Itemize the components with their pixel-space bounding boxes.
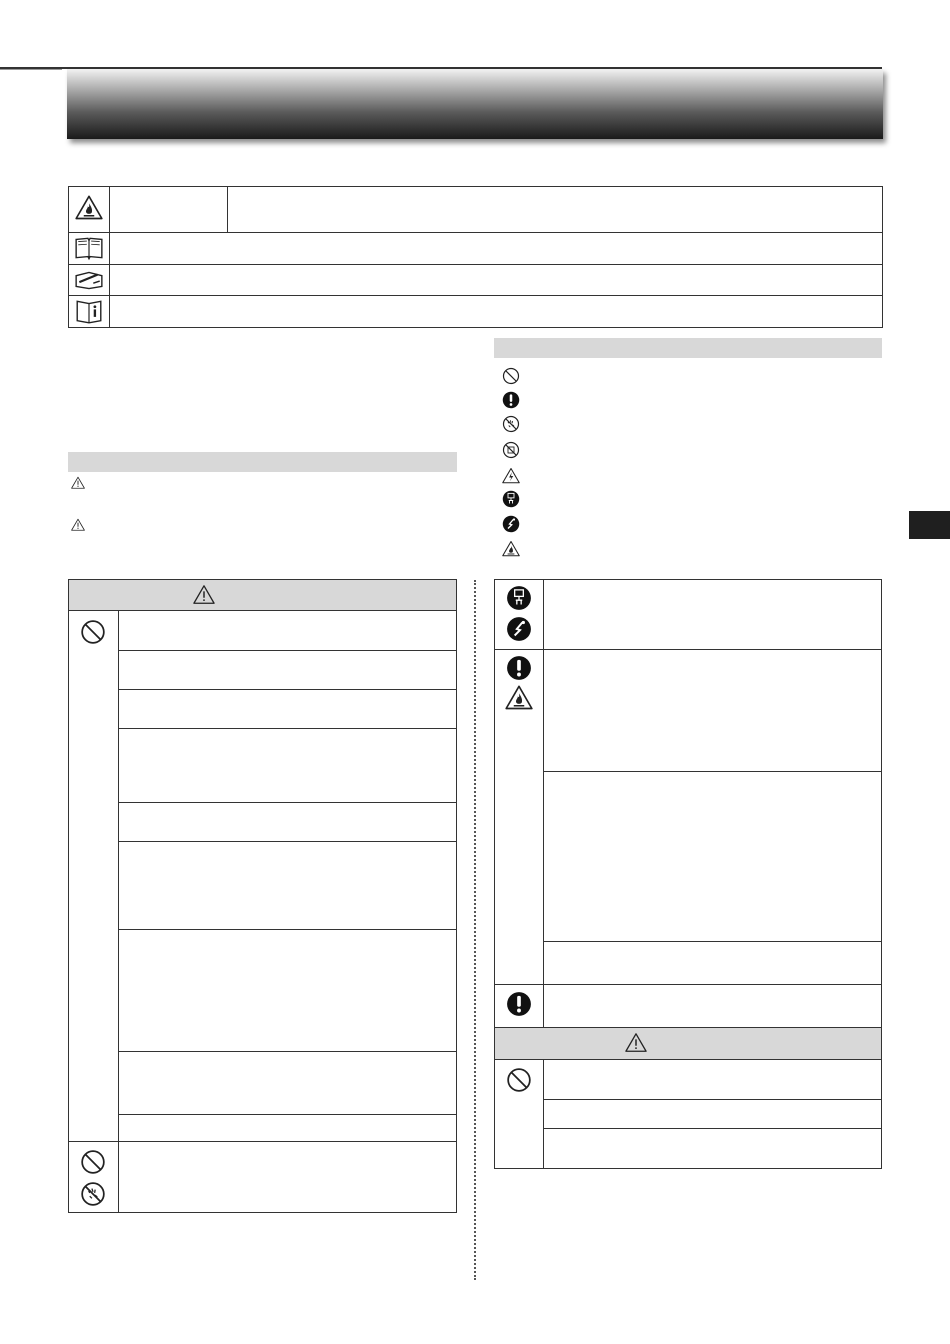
no-water-splash-icon: [502, 441, 520, 459]
mandatory-icon: [502, 391, 520, 409]
section-header-bar: [67, 69, 883, 139]
right-warning-box: [494, 579, 882, 1169]
flammable-warning-icon: [75, 194, 103, 222]
mandatory-icon: [506, 991, 532, 1017]
column-divider: [474, 580, 476, 1280]
caution-box-header: [495, 1028, 881, 1059]
top-rule-thin: [0, 69, 62, 70]
warning-box-header: [69, 580, 456, 610]
information-manual-icon: [74, 298, 104, 324]
side-tab: [909, 511, 950, 539]
caution-triangle-icon: [70, 518, 86, 532]
ground-icon: [506, 616, 532, 642]
operation-manual-icon: [74, 235, 104, 261]
notation-title-bar: [68, 452, 457, 472]
warning-box: [68, 579, 457, 1213]
no-wet-hands-icon: [502, 415, 520, 433]
unplug-icon: [506, 585, 532, 611]
unplug-icon: [502, 490, 520, 508]
caution-triangle-icon: [624, 1032, 648, 1054]
ground-icon: [502, 515, 520, 533]
no-water-icon: [80, 1181, 106, 1207]
fire-hazard-icon: [504, 684, 534, 712]
electric-shock-icon: [502, 467, 520, 485]
warning-triangle-icon: [192, 584, 216, 606]
prohibited-icon: [80, 1149, 106, 1175]
symbol-list-title-bar: [494, 338, 882, 358]
symbol-table: [68, 186, 883, 328]
prohibited-icon: [80, 619, 106, 645]
prohibited-icon: [502, 367, 520, 385]
service-manual-icon: [74, 267, 104, 293]
prohibited-icon: [506, 1067, 532, 1093]
warning-triangle-icon: [70, 476, 86, 490]
mandatory-icon: [506, 655, 532, 681]
fire-hazard-icon: [502, 540, 520, 558]
